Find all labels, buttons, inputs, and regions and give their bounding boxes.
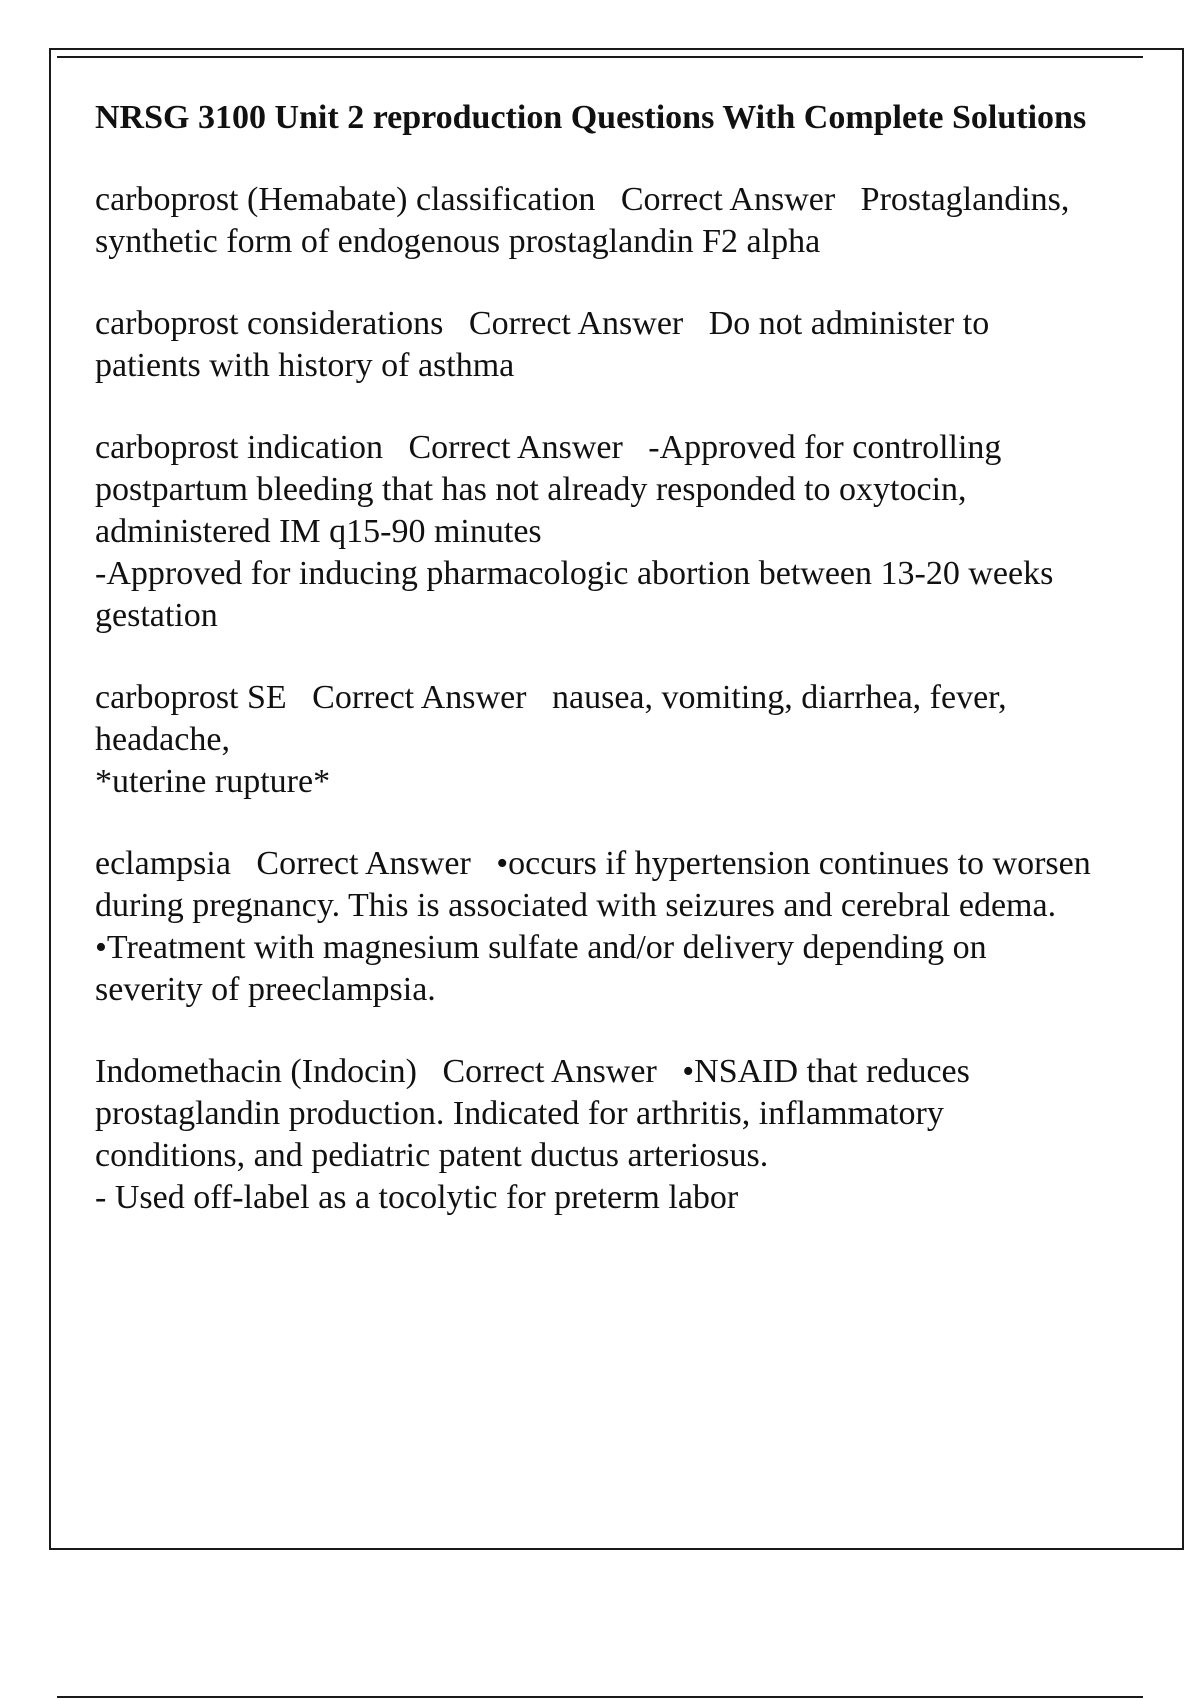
qa-entry-indomethacin: Indomethacin (Indocin) Correct Answer •NSAID that reduces prostaglandin production. Indicated for arthritis, inflammatory conditions, and pediatric patent ductus arteriosus. - Used off-label as a tocolytic for preterm labor: [95, 1053, 970, 1216]
document-body: [95, 97, 1095, 1219]
qa-entry-eclampsia: eclampsia Correct Answer •occurs if hypertension continues to worsen during pregnancy. This is associated with seizures and cerebral edema. •Treatment with magnesium sulfate and/or delivery depending on severity of preeclampsia.: [95, 845, 1091, 1008]
document-title: NRSG 3100 Unit 2 reproduction Questions With Complete Solutions: [95, 99, 1087, 136]
qa-entry-carboprost-indication: carboprost indication Correct Answer -Approved for controlling postpartum bleeding that has not already responded to oxytocin, administered IM q15-90 minutes -Approved for inducing pharmacologic abortion between 13-20 weeks gestation: [95, 429, 1054, 634]
qa-entry-carboprost-side-effects: carboprost SE Correct Answer nausea, vomiting, diarrhea, fever, headache, *uterine rupture*: [95, 679, 1007, 800]
header-rule: [57, 56, 1143, 58]
qa-entry-carboprost-considerations: carboprost considerations Correct Answer Do not administer to patients with history of asthma: [95, 305, 998, 384]
qa-entry-carboprost-classification: carboprost (Hemabate) classification Correct Answer Prostaglandins, synthetic form of endogenous prostaglandin F2 alpha: [95, 181, 1078, 260]
footer-rule: [57, 1696, 1143, 1698]
